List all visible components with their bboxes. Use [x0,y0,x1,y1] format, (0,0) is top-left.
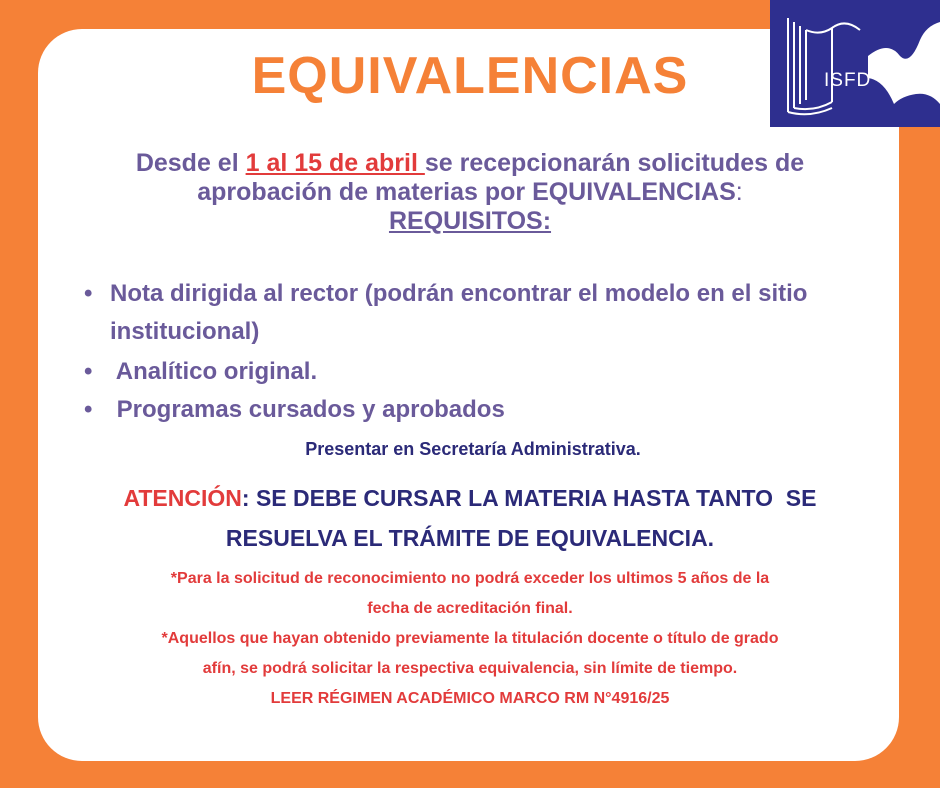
intro-line-1 [40,149,900,178]
note-line: afín, se podrá solicitar la respectiva equivalencia, sin límite de tiempo. [202,660,738,677]
intro-line-2-end: : [735,178,743,206]
attention-line-2: RESUELVA EL TRÁMITE DE EQUIVALENCIA. [225,525,715,551]
intro-line-1-rest: se recepcionarán solicitudes de [424,149,805,177]
list-item-text: Programas cursados y aprobados [110,396,505,423]
page-title: EQUIVALENCIAS [251,47,689,105]
requisitos-heading: REQUISITOS: [388,207,552,235]
present-instruction: Presentar en Secretaría Administrativa. [305,439,641,459]
attention-line-1 [50,478,890,518]
attention-line-1-text: SE DEBE CURSAR LA MATERIA HASTA TANTO SE [249,485,817,511]
logo-text: ISFD [824,70,872,91]
intro-line-2-text: aprobación de materias por EQUIVALENCIAS [197,178,736,206]
attention-notice [50,478,890,558]
list-item-text: Nota dirigida al rector (podrán encontrar el modelo en el sitio institucional) [110,280,808,345]
date-range: 1 al 15 de abril [245,149,425,177]
requirements-list [80,275,890,429]
list-item [80,275,890,351]
bullet: • [84,396,93,423]
intro-line-2 [40,178,900,207]
bullet: • [84,280,93,307]
list-item [80,353,890,391]
attention-colon: : [241,485,250,511]
intro-paragraph [40,149,900,236]
note-line: *Para la solicitud de reconocimiento no podrá exceder los ultimos 5 años de la [170,570,770,587]
bullet: • [84,358,93,385]
list-item [80,391,890,429]
list-item-text: Analítico original. [110,358,318,385]
intro-prefix: Desde el [135,149,246,177]
regimen-reference: LEER RÉGIMEN ACADÉMICO MARCO RM N°4916/25 [270,690,670,707]
attention-label: ATENCIÓN [123,485,242,511]
note-line: fecha de acreditación final. [367,600,573,617]
notes [40,564,900,714]
note-line: *Aquellos que hayan obtenido previamente la titulación docente o título de grado [161,630,779,647]
